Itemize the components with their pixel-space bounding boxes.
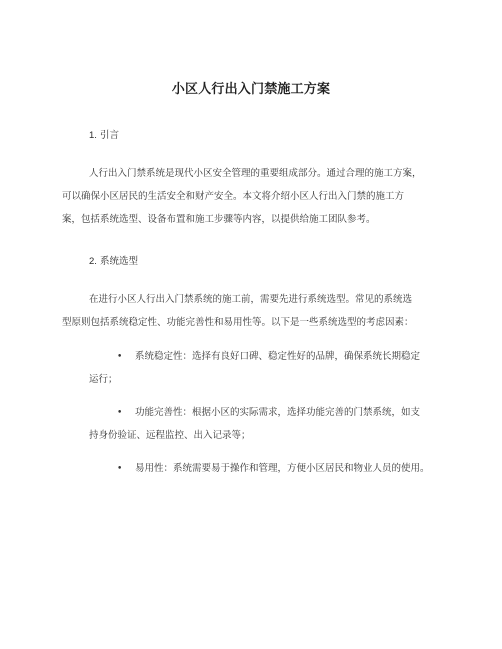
section-heading-selection <box>89 253 138 267</box>
section-title: 引言 <box>99 130 119 141</box>
bullet-marker: • <box>117 464 123 474</box>
bullet-item-line: 系统稳定性：选择有良好口碑、稳定性好的品牌，确保系统长期稳定 <box>135 351 421 362</box>
document-title: 小区人行出入门禁施工方案 <box>171 82 331 97</box>
paragraph-line: 可以确保小区居民的生活安全和财产安全。本文将介绍小区人行出入门禁的施工方 <box>62 191 405 202</box>
paragraph-line: 在进行小区人行出入门禁系统的施工前，需要先进行系统选型。常见的系统选 <box>89 294 413 305</box>
paragraph-line: 型原则包括系统稳定性、功能完善性和易用性等。以下是一些系统选型的考虑因素： <box>62 317 414 328</box>
bullet-item-line: 持身份验证、远程监控、出入记录等； <box>89 430 251 441</box>
section-number: 2. <box>89 256 97 267</box>
section-heading-intro <box>89 127 119 141</box>
bullet-marker: • <box>117 408 123 418</box>
section-title: 系统选型 <box>99 256 138 267</box>
bullet-item-line: 功能完善性：根据小区的实际需求，选择功能完善的门禁系统，如支 <box>135 407 421 418</box>
bullet-marker: • <box>117 352 123 362</box>
bullet-item-line: 易用性：系统需要易于操作和管理，方便小区居民和物业人员的使用。 <box>135 463 430 474</box>
section-number: 1. <box>89 130 97 141</box>
paragraph-line: 案，包括系统选型、设备布置和施工步骤等内容，以提供给施工团队参考。 <box>62 214 376 225</box>
paragraph-line: 人行出入门禁系统是现代小区安全管理的重要组成部分。通过合理的施工方案， <box>89 168 422 179</box>
bullet-item-line: 运行； <box>89 374 118 385</box>
